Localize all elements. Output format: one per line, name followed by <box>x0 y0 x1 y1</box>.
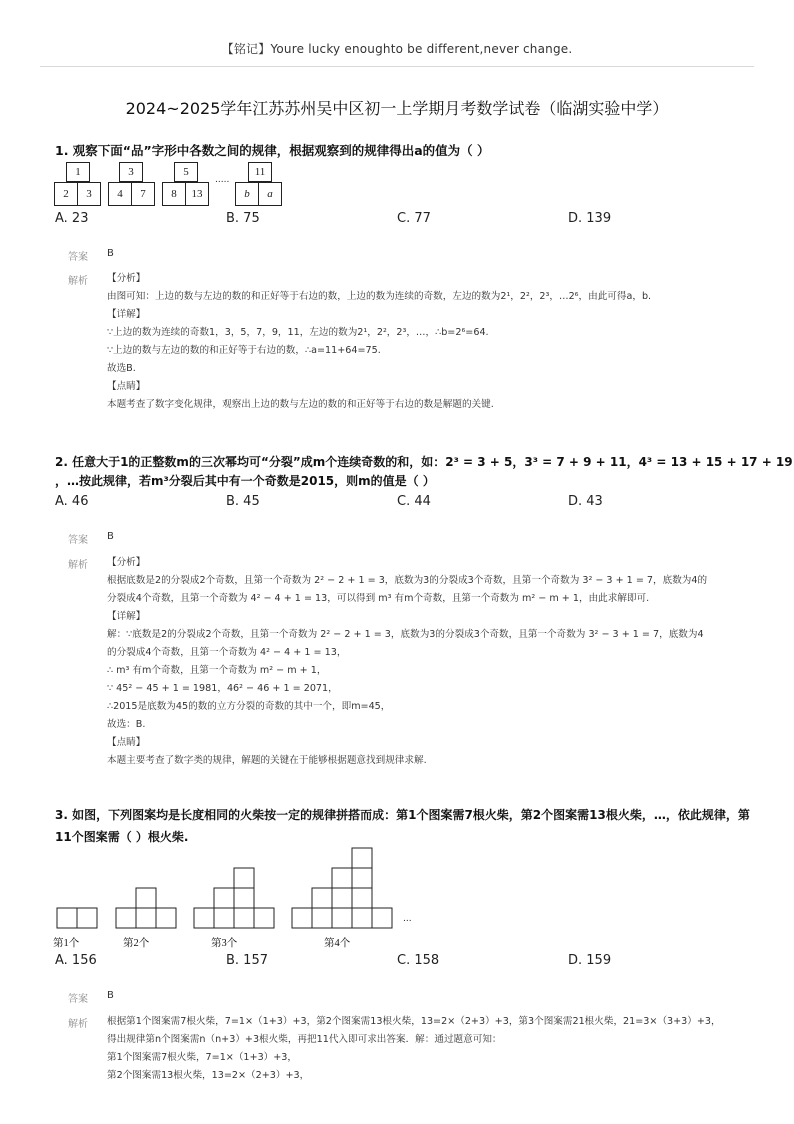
q1-option-c[interactable]: C. 77 <box>397 211 431 226</box>
q2-analysis-line: 根据底数是2的分裂成2个奇数，且第一个奇数为 2² − 2 + 1 = 3，底数为3的分裂成3个奇数，且第一个奇数为 3² − 3 + 1 = 7，底数为4的 <box>107 575 708 586</box>
q3-caption-4: 第4个 <box>324 938 351 949</box>
q1-analysis-line: ∵上边的数为连续的奇数1，3，5，7，9，11，左边的数为2¹，2²，2³，…，∴b=2⁶=64. <box>107 327 489 338</box>
q2-analysis-label: 解析 <box>68 560 88 571</box>
q2-analysis-line: ∴ m³ 有m个奇数，且第一个奇数为 m² − m + 1， <box>107 665 327 676</box>
q1-analysis-line: 故选B. <box>107 363 136 374</box>
q1-option-a[interactable]: A. 23 <box>55 211 89 226</box>
q2-stem-line1: 2. 任意大于1的正整数m的三次幂均可“分裂”成m个连续奇数的和，如：2³ = 3 + 5，3³ = 7 + 9 + 11，4³ = 13 + 15 + 17 + 19 <box>55 455 793 469</box>
q1-analysis-line: 【分析】 <box>107 273 146 284</box>
q1-top-4: 11 <box>248 162 272 182</box>
q1-answer-label: 答案 <box>68 252 88 263</box>
q1-right-2: 7 <box>131 182 155 206</box>
q2-analysis-line: 本题主要考查了数字类的规律，解题的关键在于能够根据题意找到规律求解. <box>107 755 427 766</box>
q1-left-3: 8 <box>162 182 186 206</box>
q3-stem-line2: 11个图案需（ ）根火柴. <box>55 830 189 844</box>
q3-analysis-line: 根据第1个图案需7根火柴，7=1×（1+3）+3，第2个图案需13根火柴，13=2×（2+3）+3，第3个图案需21根火柴，21=3×（3+3）+3， <box>107 1016 721 1027</box>
q2-option-b[interactable]: B. 45 <box>226 494 260 509</box>
q3-caption-3: 第3个 <box>211 938 238 949</box>
q3-option-c[interactable]: C. 158 <box>397 953 440 968</box>
q1-analysis-label: 解析 <box>68 276 88 287</box>
q1-analysis-line: 【详解】 <box>107 309 146 320</box>
q2-analysis-line: 【详解】 <box>107 611 146 622</box>
q1-right-4: a <box>258 182 282 206</box>
q3-option-b[interactable]: B. 157 <box>226 953 268 968</box>
q2-option-a[interactable]: A. 46 <box>55 494 89 509</box>
q2-analysis-line: 【分析】 <box>107 557 146 568</box>
q1-analysis-line: 【点睛】 <box>107 381 146 392</box>
q2-analysis-line: 解：∵底数是2的分裂成2个奇数，且第一个奇数为 2² − 2 + 1 = 3，底数为3的分裂成3个奇数，且第一个奇数为 3² − 3 + 1 = 7，底数为4 <box>107 629 704 640</box>
q3-analysis-line: 第1个图案需7根火柴，7=1×（1+3）+3， <box>107 1052 298 1063</box>
q1-ellipsis: ..... <box>215 175 230 185</box>
q3-answer-value: B <box>107 990 114 1001</box>
q1-analysis-line: 本题考查了数字变化规律，观察出上边的数与左边的数的和正好等于右边的数是解题的关键. <box>107 399 494 410</box>
header-divider <box>40 66 754 67</box>
q1-analysis-line: ∵上边的数与左边的数的和正好等于右边的数，∴a=11+64=75. <box>107 345 381 356</box>
q2-option-d[interactable]: D. 43 <box>568 494 603 509</box>
q1-top-2: 3 <box>119 162 143 182</box>
q1-left-2: 4 <box>108 182 132 206</box>
q3-caption-1: 第1个 <box>53 938 80 949</box>
q1-option-d[interactable]: D. 139 <box>568 211 612 226</box>
q1-right-1: 3 <box>77 182 101 206</box>
q3-ellipsis: ... <box>403 914 412 924</box>
q3-analysis-line: 第2个图案需13根火柴，13=2×（2+3）+3， <box>107 1070 310 1081</box>
q1-top-3: 5 <box>174 162 198 182</box>
q1-answer-value: B <box>107 248 114 259</box>
q1-option-b[interactable]: B. 75 <box>226 211 260 226</box>
q3-option-a[interactable]: A. 156 <box>55 953 97 968</box>
q2-stem-line2: ，…按此规律，若m³分裂后其中有一个奇数是2015，则m的值是（ ） <box>55 474 435 488</box>
header-motto: 【铭记】Youre lucky enoughto be different,never change. <box>221 42 573 56</box>
q2-answer-label: 答案 <box>68 535 88 546</box>
q2-option-c[interactable]: C. 44 <box>397 494 431 509</box>
q3-stem-line1: 3. 如图，下列图案均是长度相同的火柴按一定的规律拼搭而成：第1个图案需7根火柴，第2个图案需13根火柴，…，依此规律，第 <box>55 808 750 822</box>
q3-caption-2: 第2个 <box>123 938 150 949</box>
q2-analysis-line: 的分裂成4个奇数，且第一个奇数为 4² − 4 + 1 = 13， <box>107 647 347 658</box>
q1-top-1: 1 <box>66 162 90 182</box>
q2-analysis-line: 故选：B. <box>107 719 146 730</box>
q3-matchstick-figure <box>50 840 430 930</box>
q2-analysis-line: 【点睛】 <box>107 737 146 748</box>
page-title: 2024~2025学年江苏苏州吴中区初一上学期月考数学试卷（临湖实验中学） <box>125 99 669 118</box>
q3-analysis-label: 解析 <box>68 1019 88 1030</box>
q2-analysis-line: ∵ 45² − 45 + 1 = 1981，46² − 46 + 1 = 2071， <box>107 683 338 694</box>
q1-left-4: b <box>235 182 259 206</box>
q3-analysis-line: 得出规律第n个图案需n（n+3）+3根火柴，再把11代入即可求出答案．解：通过题意可知： <box>107 1034 502 1045</box>
q1-stem: 1. 观察下面“品”字形中各数之间的规律，根据观察到的规律得出a的值为（ ） <box>55 143 490 158</box>
q1-right-3: 13 <box>185 182 209 206</box>
q2-answer-value: B <box>107 531 114 542</box>
q2-analysis-line: ∴2015是底数为45的数的立方分裂的奇数的其中一个，即m=45， <box>107 701 391 712</box>
q3-answer-label: 答案 <box>68 994 88 1005</box>
q3-option-d[interactable]: D. 159 <box>568 953 612 968</box>
q1-analysis-line: 由图可知：上边的数与左边的数的和正好等于右边的数，上边的数为连续的奇数，左边的数为2¹，2²，2³，…2⁶，由此可得a，b. <box>107 291 652 302</box>
q2-analysis-line: 分裂成4个奇数，且第一个奇数为 4² − 4 + 1 = 13，可以得到 m³ 有m个奇数，且第一个奇数为 m² − m + 1，由此求解即可. <box>107 593 650 604</box>
q1-left-1: 2 <box>54 182 78 206</box>
